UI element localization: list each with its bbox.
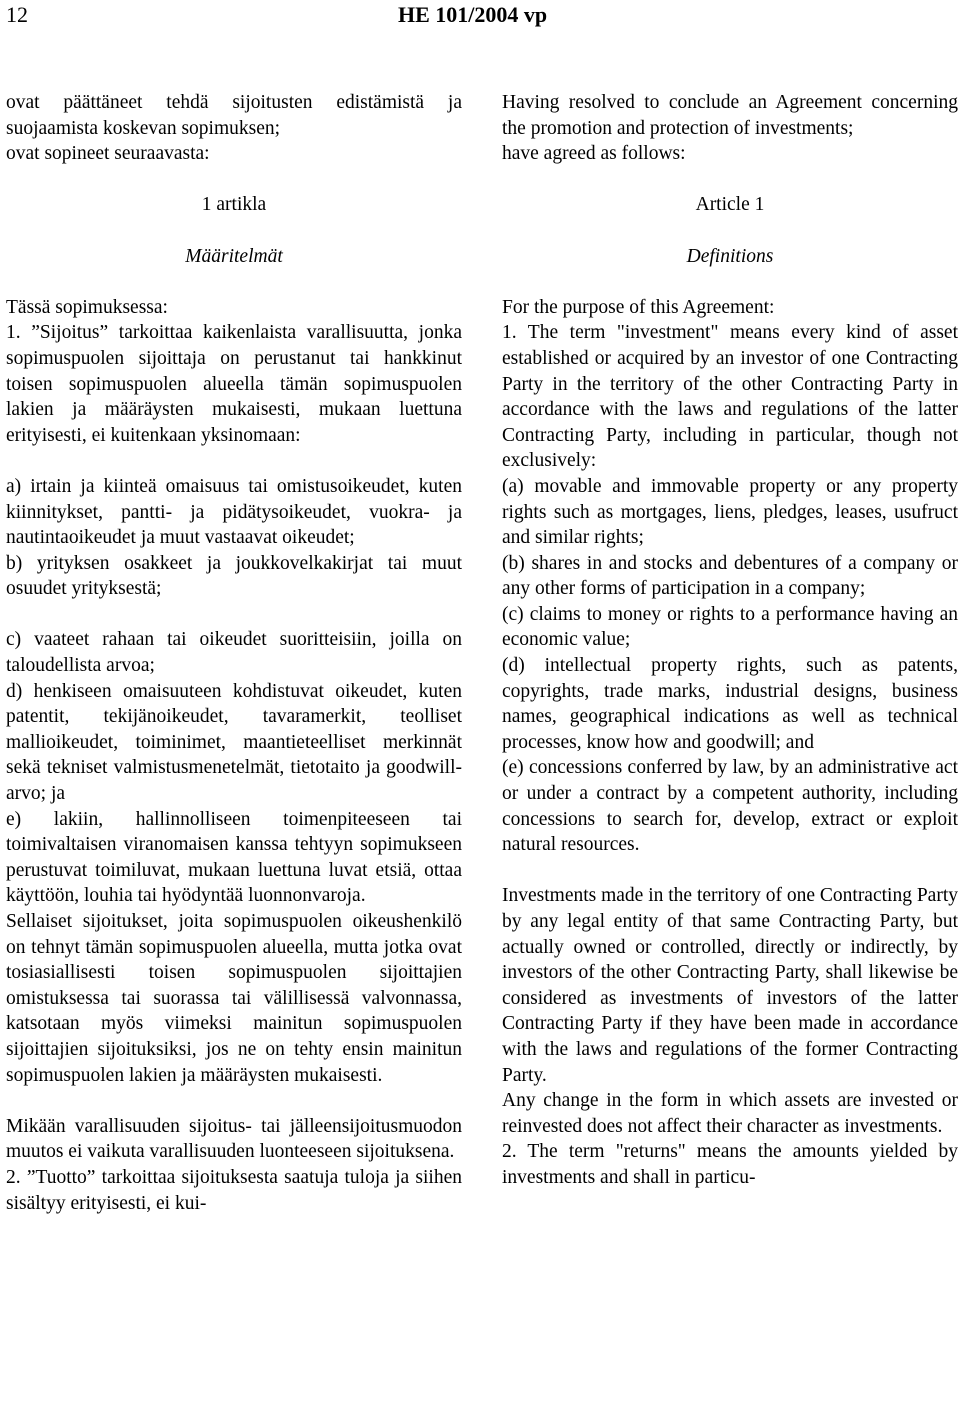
page-header <box>0 0 960 40</box>
page-number: 12 <box>6 2 28 27</box>
list-item-c: c) vaateet rahaan tai oikeudet suoritteisiin, joilla on taloudellista arvoa; <box>6 629 462 677</box>
article-number: Article 1 <box>695 194 765 216</box>
change-paragraph: Any change in the form in which assets are invested or reinvested does not affect their character as investments. <box>502 1090 958 1137</box>
intro-paragraph: Tässä sopimuksessa: <box>6 296 168 318</box>
returns-paragraph: 2. The term "returns" means the amounts yielded by investments and shall in particu- <box>502 1141 958 1188</box>
returns-paragraph: 2. ”Tuotto” tarkoittaa sijoituksesta saatuja tuloja ja siihen sisältyy erityisesti, ei kui- <box>6 1166 462 1214</box>
article-heading: Määritelmät <box>185 245 283 267</box>
english-column <box>502 90 958 1191</box>
change-paragraph: Mikään varallisuuden sijoitus- tai jälleensijoitusmuodon muutos ei vaikuta varallisuuden luonteeseen sijoituksena. <box>6 1115 462 1163</box>
definition-paragraph: 1. The term "investment" means every kind of asset established or acquired by an investor of one Contracting Party in the territory of the other Contracting Party in accordance with the laws and regulations of the latter Contracting Party, including in particular, though not exclusively: <box>502 322 958 472</box>
document-id: HE 101/2004 vp <box>398 2 548 27</box>
preamble-paragraph: Having resolved to conclude an Agreement concerning the promotion and protection of investments; <box>502 92 958 139</box>
list-item-d: d) henkiseen omaisuuteen kohdistuvat oikeudet, kuten patentit, tekijänoikeudet, tavaramerkit, teolliset mallioikeudet, toiminimet, maantieteelliset merkinnät sekä tekniset valmistusmenetelmät, tietotaito ja goodwill-arvo; ja <box>6 680 462 805</box>
list-item-b: b) yrityksen osakkeet ja joukkovelkakirjat tai muut osuudet yrityksestä; <box>6 552 462 600</box>
list-item-a: (a) movable and immovable property or any property rights such as mortgages, liens, pledges, leases, usufruct and similar rights; <box>502 475 958 549</box>
list-item-d: (d) intellectual property rights, such as patents, copyrights, trade marks, industrial designs, business names, geographical indications as well as technical processes, know how and goodwill; and <box>502 655 958 753</box>
list-item-c: (c) claims to money or rights to a performance having an economic value; <box>502 603 958 651</box>
intro-paragraph: For the purpose of this Agreement: <box>502 296 775 318</box>
legal-entity-paragraph: Investments made in the territory of one Contracting Party by any legal entity of that same Contracting Party, but actually owned or controlled, directly or indirectly, by investors of the other Contracting Party, shall likewise be considered as investments of investors of the latter Contracting Party if they have been made in accordance with the laws and regulations of the former Contracting Party. <box>502 885 958 1086</box>
article-heading: Definitions <box>686 245 774 267</box>
finnish-column <box>6 90 462 1216</box>
list-item-e: e) lakiin, hallinnolliseen toimenpiteeseen tai toimivaltaisen viranomaisen kanssa tehtyyn sopimukseen perustuvat toimiluvat, mukaan luettuna luvat etsiä, ottaa käyttöön, louhia tai hyödyntää luonnonvaroja. <box>6 808 462 907</box>
article-number: 1 artikla <box>201 194 267 216</box>
agreement-clause: have agreed as follows: <box>502 143 686 165</box>
legal-entity-paragraph: Sellaiset sijoitukset, joita sopimuspuolen oikeushenkilö on tehnyt tämän sopimuspuolen alueella, mutta jotka ovat tosiasiallisesti toisen sopimuspuolen sijoittajien omistuksessa tai suorassa tai välillisessä valvonnassa, katsotaan myös viimeksi mainitun sopimuspuolen sijoittajien sijoituksiksi, jos ne on tehty ensin mainitun sopimuspuolen lakien ja määräysten mukaisesti. <box>6 911 462 1086</box>
list-item-b: (b) shares in and stocks and debentures of a company or any other forms of participation in a company; <box>502 552 958 600</box>
list-item-a: a) irtain ja kiinteä omaisuus tai omistusoikeudet, kuten kiinnitykset, pantti- ja pidätysoikeudet, vuokra- ja nautintaoikeudet ja muut vastaavat oikeudet; <box>6 475 462 549</box>
preamble-paragraph: ovat päättäneet tehdä sijoitusten edistämistä ja suojaamista koskevan sopimuksen; <box>6 92 462 139</box>
list-item-e: (e) concessions conferred by law, by an administrative act or under a contract by a competent authority, including concessions to search for, develop, extract or exploit natural resources. <box>502 757 958 856</box>
agreement-clause: ovat sopineet seuraavasta: <box>6 143 210 165</box>
definition-paragraph: 1. ”Sijoitus” tarkoittaa kaikenlaista varallisuutta, jonka sopimuspuolen sijoittaja on perustanut tai hankkinut toisen sopimuspuolen alueella tämän sopimuspuolen lakien ja määräysten mukaisesti, mukaan luettuna erityisesti, ei kuitenkaan yksinomaan: <box>6 322 462 446</box>
